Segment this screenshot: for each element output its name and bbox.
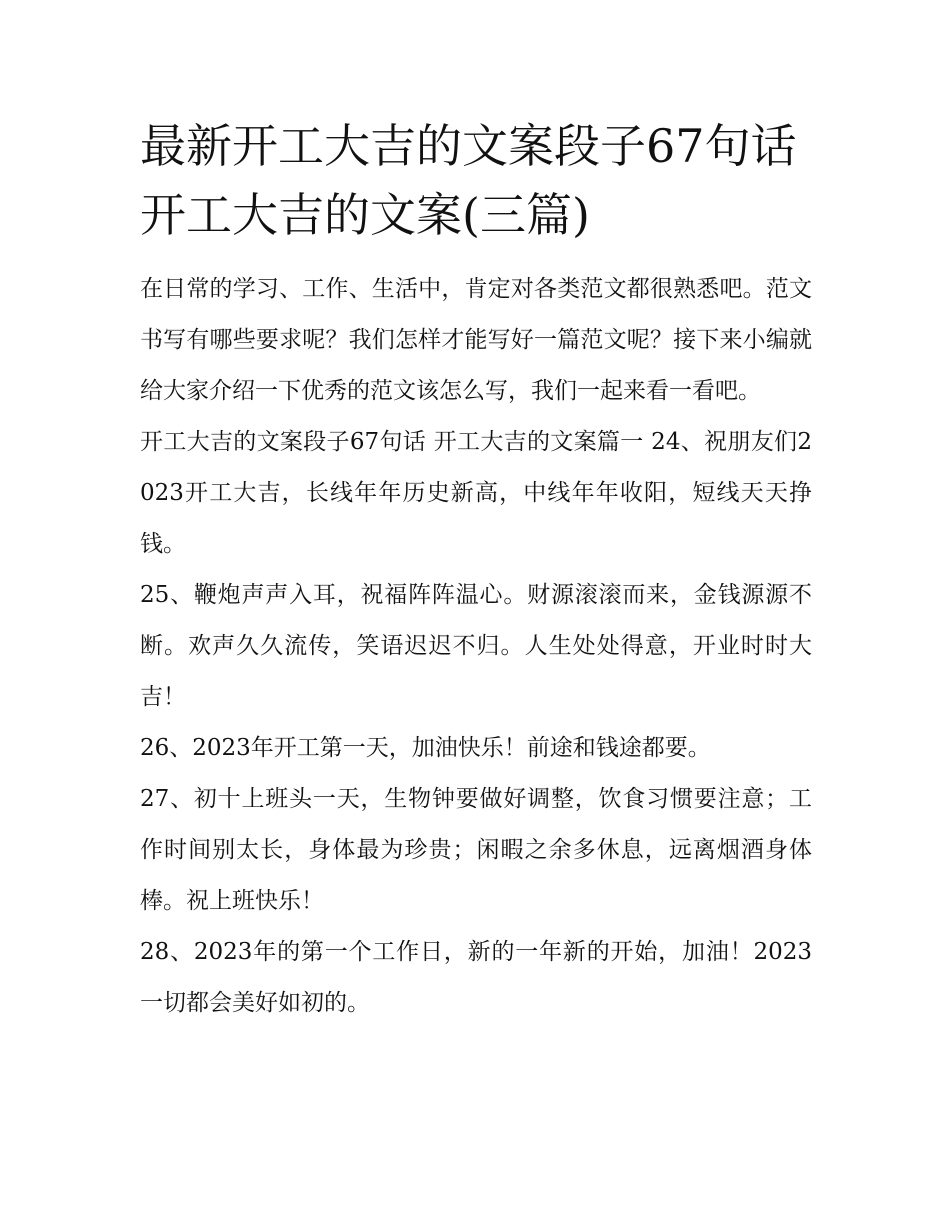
document-page [140,112,812,1029]
document-body [140,264,812,1029]
paragraph-intro: 在日常的学习、工作、生活中，肯定对各类范文都很熟悉吧。范文书写有哪些要求呢？我们怎样才能写好一篇范文呢？接下来小编就给大家介绍一下优秀的范文该怎么写，我们一起来看一看吧。 [140,276,812,404]
paragraph-26: 26、2023年开工第一天，加油快乐！前途和钱途都要。 [140,735,711,761]
document-title: 最新开工大吉的文案段子67句话 开工大吉的文案(三篇) [140,119,797,242]
paragraph-27: 27、初十上班头一天，生物钟要做好调整，饮食习惯要注意；工作时间别太长，身体最为珍贵；闲暇之余多休息，远离烟酒身体棒。祝上班快乐！ [140,786,812,914]
paragraph-28: 28、2023年的第一个工作日，新的一年新的开始，加油！2023一切都会美好如初的。 [140,939,812,1016]
paragraph-24: 开工大吉的文案段子67句话 开工大吉的文案篇一 24、祝朋友们2023开工大吉，长线年年历史新高，中线年年收阳，短线天天挣钱。 [140,429,812,557]
paragraph-25: 25、鞭炮声声入耳，祝福阵阵温心。财源滚滚而来，金钱源源不断。欢声久久流传，笑语迟迟不归。人生处处得意，开业时时大吉！ [140,582,812,710]
